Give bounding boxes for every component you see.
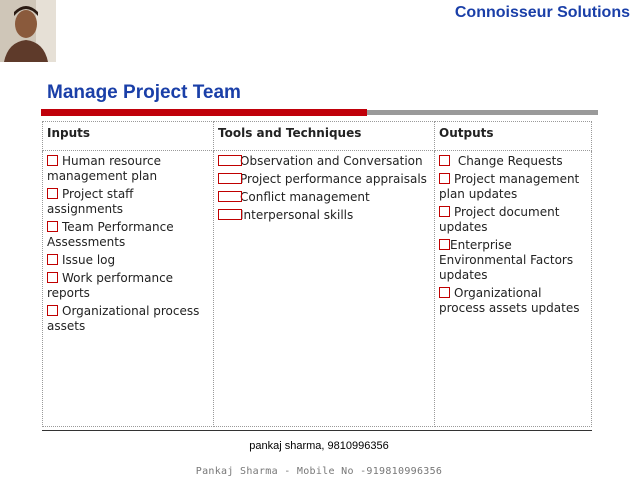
output-text: Enterprise Environmental Factors updates (439, 238, 574, 282)
footer-mobile: Pankaj Sharma - Mobile No -919810996356 (195, 466, 443, 477)
list-item (218, 172, 430, 187)
input-text: Team Performance Assessments (47, 220, 174, 249)
output-text: Organizational process assets updates (439, 286, 580, 315)
list-item (439, 238, 587, 283)
tool-text: Interpersonal skills (240, 208, 354, 222)
checkbox-bullet-icon (439, 239, 450, 250)
footer-divider (42, 430, 592, 431)
output-text: Change Requests (454, 154, 563, 168)
brand-name: Connoisseur Solutions (454, 4, 630, 21)
column-header-inputs: Inputs (43, 122, 214, 151)
title-underline-red (41, 109, 367, 116)
list-item (47, 220, 209, 250)
checkbox-bullet-icon (47, 254, 58, 265)
column-header-tools: Tools and Techniques (214, 122, 435, 151)
footer-contact: pankaj sharma, 9810996356 (249, 440, 389, 452)
list-item (218, 154, 430, 169)
title-underline-grey (367, 110, 598, 115)
checkbox-bullet-icon (439, 173, 450, 184)
checkbox-bullet-icon (439, 155, 450, 166)
inputs-cell (43, 151, 214, 427)
output-text: Project document updates (439, 205, 560, 234)
tools-cell (214, 151, 435, 427)
list-item (439, 154, 587, 169)
list-item (439, 172, 587, 202)
presenter-photo (0, 0, 56, 62)
list-item (47, 253, 209, 268)
list-item (439, 205, 587, 235)
tool-text: Observation and Conversation (240, 154, 423, 168)
slide-title: Manage Project Team (47, 82, 241, 103)
input-text: Project staff assignments (47, 187, 134, 216)
outputs-cell (435, 151, 592, 427)
input-text: Issue log (62, 253, 116, 267)
checkbox-bullet-icon (47, 221, 58, 232)
list-item (218, 190, 430, 205)
list-item (218, 208, 430, 223)
list-item (47, 154, 209, 184)
input-text: Human resource management plan (47, 154, 161, 183)
table-row (43, 151, 592, 427)
list-item (439, 286, 587, 316)
checkbox-bullet-icon (47, 188, 58, 199)
input-text: Work performance reports (47, 271, 174, 300)
tool-text: Project performance appraisals (240, 172, 427, 186)
output-text: Project management plan updates (439, 172, 580, 201)
checkbox-bullet-icon (439, 206, 450, 217)
input-text: Organizational process assets (47, 304, 200, 333)
checkbox-bullet-icon (47, 155, 58, 166)
table-header-row (43, 122, 592, 151)
checkbox-bullet-icon (218, 191, 242, 202)
checkbox-bullet-icon (218, 209, 242, 220)
checkbox-bullet-icon (47, 272, 58, 283)
process-table (42, 121, 592, 427)
checkbox-bullet-icon (47, 305, 58, 316)
tool-text: Conflict management (240, 190, 370, 204)
checkbox-bullet-icon (218, 155, 242, 166)
column-header-outputs: Outputs (435, 122, 592, 151)
list-item (47, 271, 209, 301)
list-item (47, 187, 209, 217)
checkbox-bullet-icon (439, 287, 450, 298)
checkbox-bullet-icon (218, 173, 242, 184)
list-item (47, 304, 209, 334)
